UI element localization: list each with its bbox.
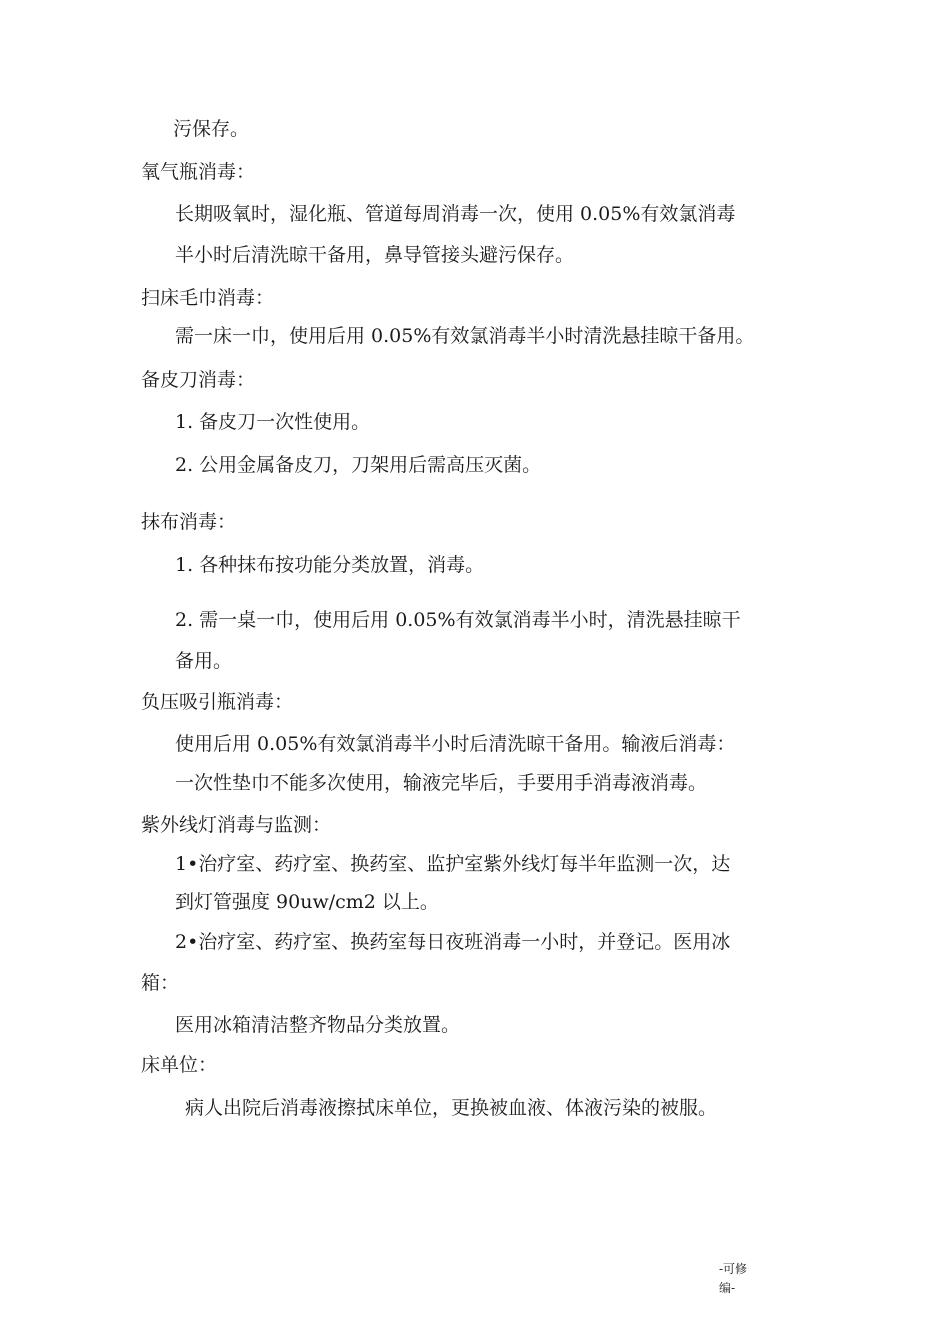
text-line: 污保存。 bbox=[173, 118, 250, 140]
text-line: 需一床一巾，使用后用 0.05%有效氯消毒半小时清洗悬挂晾干备用。 bbox=[175, 325, 755, 347]
section-heading-bed-towel: 扫床毛巾消毒： bbox=[141, 287, 275, 309]
section-heading-cloth: 抹布消毒： bbox=[141, 511, 237, 533]
list-item: 1•治疗室、药疗室、换药室、监护室紫外线灯每半年监测一次，达 bbox=[175, 853, 731, 875]
list-item: 2•治疗室、药疗室、换药室每日夜班消毒一小时，并登记。医用冰 bbox=[175, 931, 731, 953]
section-heading-uv-lamp: 紫外线灯消毒与监测： bbox=[141, 814, 332, 836]
section-heading-razor: 备皮刀消毒： bbox=[141, 369, 256, 391]
section-heading-bed-unit: 床单位： bbox=[141, 1054, 218, 1076]
text-line: 一次性垫巾不能多次使用，输液完毕后，手要用手消毒液消毒。 bbox=[175, 772, 708, 794]
text-line: 医用冰箱清洁整齐物品分类放置。 bbox=[175, 1014, 461, 1036]
page-footer bbox=[719, 1260, 747, 1298]
text-line: 箱： bbox=[141, 972, 180, 994]
text-line: 备用。 bbox=[175, 650, 233, 672]
list-item: 1. 各种抹布按功能分类放置，消毒。 bbox=[175, 554, 485, 576]
footer-line: 编- bbox=[719, 1281, 736, 1295]
list-item: 1. 备皮刀一次性使用。 bbox=[175, 411, 371, 433]
footer-line: -可修 bbox=[719, 1262, 748, 1276]
text-line: 到灯管强度 90uw/cm2 以上。 bbox=[175, 891, 439, 913]
section-heading-oxygen-bottle: 氧气瓶消毒： bbox=[141, 161, 256, 183]
text-line: 病人出院后消毒液擦拭床单位，更换被血液、体液污染的被服。 bbox=[185, 1097, 718, 1119]
list-item: 2. 需一桌一巾，使用后用 0.05%有效氯消毒半小时，清洗悬挂晾干 bbox=[175, 609, 741, 631]
text-line: 使用后用 0.05%有效氯消毒半小时后清洗晾干备用。输液后消毒： bbox=[175, 733, 736, 755]
section-heading-suction-bottle: 负压吸引瓶消毒： bbox=[141, 691, 294, 713]
text-line: 长期吸氧时，湿化瓶、管道每周消毒一次，使用 0.05%有效氯消毒 bbox=[175, 203, 736, 225]
text-line: 半小时后清洗晾干备用，鼻导管接头避污保存。 bbox=[175, 244, 575, 266]
list-item: 2. 公用金属备皮刀，刀架用后需高压灭菌。 bbox=[175, 454, 542, 476]
